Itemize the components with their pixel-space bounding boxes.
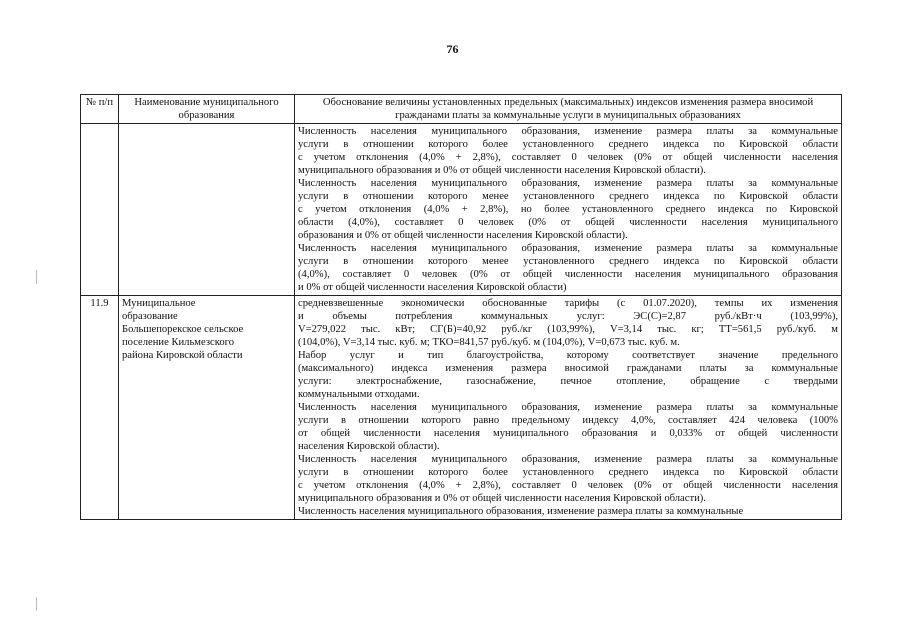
text-line: услуги в отношении которого менее установленного среднего индекса по Кировской области xyxy=(298,191,838,202)
text-line: (максимального) индекса изменения размера вносимой гражданами платы за коммунальные xyxy=(298,363,838,374)
text-line: области (4,0%), составляет 0 человек (0% от общей численности населения муниципального xyxy=(298,217,838,228)
justification-paragraph xyxy=(298,453,838,505)
cell-name xyxy=(119,296,295,520)
text-line: коммунальными отходами. xyxy=(298,389,420,400)
name-line: Муниципальное xyxy=(122,298,196,309)
text-line: Численность населения муниципального образования, изменение размера платы за коммунальные xyxy=(298,454,838,465)
text-line: с учетом отклонения (4,0% + 2,8%), составляет 0 человек (0% от общей численности населения xyxy=(298,152,838,163)
cell-num xyxy=(81,124,119,296)
text-line: услуги в отношении которого более установленного среднего индекса по Кировской области xyxy=(298,139,838,150)
justification-paragraph xyxy=(298,401,838,453)
text-line: средневзвешенные экономически обоснованные тарифы (с 01.07.2020), темпы их изменения xyxy=(298,298,838,309)
text-line: Численность населения муниципального образования, изменение размера платы за коммунальные xyxy=(298,243,838,254)
justification-paragraph xyxy=(298,349,838,401)
scan-mark xyxy=(36,270,37,284)
justification-paragraph xyxy=(298,242,838,294)
header-num: № п/п xyxy=(81,95,119,124)
name-line: образование xyxy=(122,311,178,322)
text-line: с учетом отклонения (4,0% + 2,8%), но более установленного среднего индекса по Кировской xyxy=(298,204,838,215)
name-line: Большепорекское сельское xyxy=(122,324,244,335)
text-line: муниципального образования и 0% от общей численности населения Кировской области). xyxy=(298,493,706,504)
text-line: и объемы потребления коммунальных услуг: ЭС(С)=2,87 руб./кВт·ч (103,99%), xyxy=(298,311,838,322)
table-header-row xyxy=(81,95,842,124)
header-justification: Обоснование величины установленных предельных (максимальных) индексов изменения размера вносимой гражданами платы за коммунальные услуги в муниципальных образованиях xyxy=(295,95,842,124)
text-line: Численность населения муниципального образования, изменение размера платы за коммунальные xyxy=(298,402,838,413)
text-line: Численность населения муниципального образования, изменение размера платы за коммунальные xyxy=(298,178,838,189)
text-line: услуги в отношении которого менее установленного среднего индекса по Кировской области xyxy=(298,256,838,267)
header-name: Наименование муниципального образования xyxy=(119,95,295,124)
text-line: и 0% от общей численности населения Кировской области) xyxy=(298,282,567,293)
indices-table xyxy=(80,94,842,520)
cell-justification xyxy=(295,124,842,296)
text-line: от общей численности населения муниципального образования и 0,033% от общей численности xyxy=(298,428,838,439)
justification-paragraph xyxy=(298,177,838,242)
cell-name xyxy=(119,124,295,296)
text-line: (104,0%), V=3,14 тыс. куб. м; ТКО=841,57 руб./куб. м (104,0%), V=0,673 тыс. куб. м. xyxy=(298,337,680,348)
text-line: с учетом отклонения (4,0% + 2,8%), составляет 0 человек (0% от общей численности населения xyxy=(298,480,838,491)
text-line: Набор услуг и тип благоустройства, которому соответствует значение предельного xyxy=(298,350,838,361)
text-line: услуги в отношении которого более установленного среднего индекса по Кировской области xyxy=(298,467,838,478)
text-line: муниципального образования и 0% от общей численности населения Кировской области). xyxy=(298,165,706,176)
scan-mark xyxy=(36,597,37,611)
text-line: населения Кировской области). xyxy=(298,441,440,452)
page-number: 76 xyxy=(446,42,459,56)
text-line: Численность населения муниципального образования, изменение размера платы за коммунальные xyxy=(298,126,838,137)
text-line: (4,0%), составляет 0 человек (0% от общей численности населения муниципального образования xyxy=(298,269,838,280)
justification-paragraph xyxy=(298,505,838,518)
table-row xyxy=(81,296,842,520)
name-line: района Кировской области xyxy=(122,350,243,361)
justification-paragraph xyxy=(298,125,838,177)
cell-justification xyxy=(295,296,842,520)
cell-num: 11.9 xyxy=(81,296,119,520)
text-line: услуги: электроснабжение, газоснабжение, печное отопление, обращение с твердыми xyxy=(298,376,838,387)
justification-paragraph xyxy=(298,297,838,349)
name-line: поселение Кильмезского xyxy=(122,337,234,348)
table-row-continued xyxy=(81,124,842,296)
text-line: Численность населения муниципального образования, изменение размера платы за коммунальные xyxy=(298,506,744,517)
text-line: образования и 0% от общей численности населения Кировской области). xyxy=(298,230,628,241)
text-line: V=279,022 тыс. кВт; СГ(Б)=40,92 руб./кг (103,99%), V=3,14 тыс. кг; ТТ=561,5 руб./куб. м xyxy=(298,324,838,335)
text-line: услуги в отношении которого равно предельному индексу 4,0%, составляет 424 человека (100% xyxy=(298,415,838,426)
